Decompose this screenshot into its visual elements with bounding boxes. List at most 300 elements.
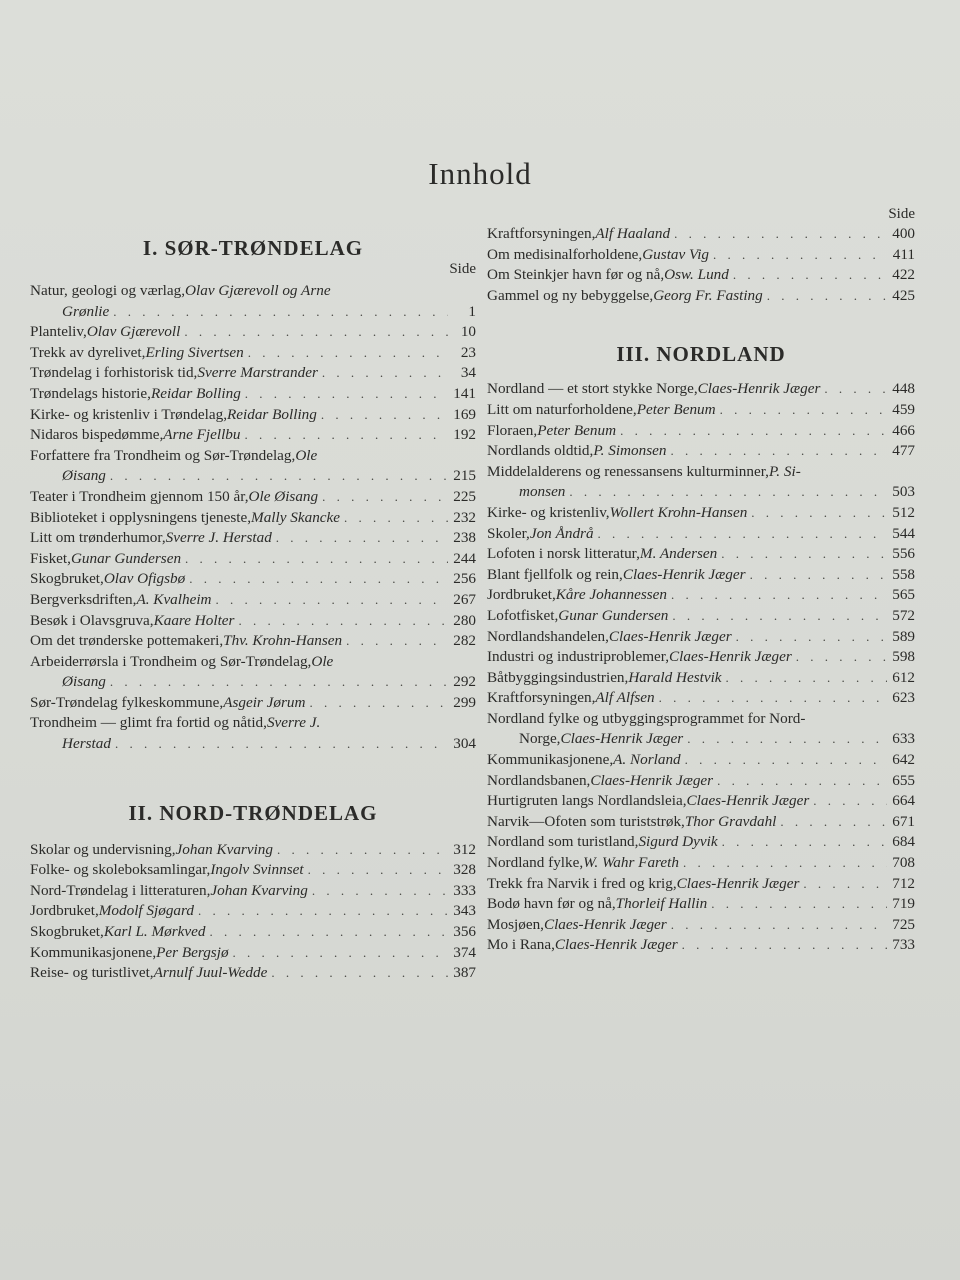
toc-entry-line <box>30 405 476 426</box>
leader-dots <box>671 585 887 606</box>
entry-author: Harald Hestvik <box>628 668 722 686</box>
entry-author: Ole Øisang <box>248 487 319 505</box>
entry-author: W. Wahr Fareth <box>583 854 679 872</box>
toc-entry <box>30 631 476 652</box>
entry-author: Kaare Holter <box>153 611 235 629</box>
toc-entry <box>487 441 915 462</box>
entry-page-number: 477 <box>892 442 915 460</box>
leader-dots <box>210 922 449 943</box>
toc-entry-line <box>487 379 915 400</box>
toc-entry <box>30 881 476 902</box>
toc-entry <box>30 963 476 984</box>
toc-entry <box>487 688 915 709</box>
entry-author: Claes-Henrik Jæger <box>590 771 714 789</box>
entry-page-number: 719 <box>892 895 915 913</box>
leader-dots <box>796 647 887 668</box>
entry-title: Hurtigruten langs Nordlandsleia, <box>487 792 687 810</box>
toc-entry-line <box>487 421 915 442</box>
entry-author: Alf Haaland <box>595 225 671 242</box>
toc-entry-line <box>487 709 915 730</box>
section-nord-trondelag <box>30 801 476 984</box>
section-heading: III. NORDLAND <box>616 342 786 367</box>
toc-entry-line <box>487 265 915 286</box>
entry-title: Nordlands oldtid, <box>487 442 594 460</box>
toc-entry <box>487 627 915 648</box>
entry-page-number: 374 <box>453 943 476 961</box>
toc-entry <box>30 652 476 693</box>
toc-entry-line <box>487 750 915 771</box>
entry-author: Thorleif Hallin <box>615 895 708 913</box>
toc-entry <box>30 549 476 570</box>
toc-entry <box>487 709 915 750</box>
entry-page-number: 598 <box>892 648 915 666</box>
toc-entry-line <box>30 425 476 446</box>
entry-page-number: 712 <box>892 874 915 892</box>
entry-author: Claes-Henrik Jæger <box>543 915 667 933</box>
side-label: Side <box>888 206 915 222</box>
toc-entry <box>487 524 915 545</box>
toc-entry-line <box>487 544 915 565</box>
leader-dots <box>248 343 448 364</box>
entry-author-cont: Øisang <box>62 673 106 691</box>
entry-author: Peter Benum <box>537 421 617 439</box>
entry-title: Lofoten i norsk litteratur, <box>487 545 640 563</box>
entry-title: Nordlandsbanen, <box>487 771 591 789</box>
leader-dots <box>322 363 448 384</box>
entry-page-number: 612 <box>892 668 915 686</box>
toc-entry-line <box>30 881 476 902</box>
entry-page-number: 448 <box>892 380 915 398</box>
leader-dots <box>717 771 887 792</box>
toc-entry <box>30 343 476 364</box>
leader-dots <box>110 672 448 693</box>
entry-title: Trøndelags historie, <box>30 384 151 402</box>
toc-entry <box>30 611 476 632</box>
entry-page-number: 411 <box>892 245 915 263</box>
leader-dots <box>184 322 448 343</box>
toc-entry-line <box>30 322 476 343</box>
entry-page-number: 328 <box>453 861 476 879</box>
toc-list <box>30 281 476 755</box>
entry-title: Trondheim — glimt fra fortid og nåtid, <box>30 714 267 732</box>
entry-page-number: 565 <box>892 586 915 604</box>
toc-list <box>30 840 476 984</box>
entry-author: Olav Ofigsbø <box>103 570 186 588</box>
entry-author: Sigurd Dyvik <box>638 833 718 851</box>
toc-entry-line <box>30 446 476 467</box>
entry-title: Skolar og undervisning, <box>30 840 176 858</box>
toc-entry-line <box>487 441 915 462</box>
leader-dots <box>803 874 887 895</box>
entry-author: Reidar Bolling <box>227 405 317 423</box>
leader-dots <box>277 840 448 861</box>
leader-dots <box>685 750 887 771</box>
entry-page-number: 1 <box>468 302 476 320</box>
toc-entry <box>487 750 915 771</box>
toc-entry <box>487 832 915 853</box>
entry-title: Om medisinalforholdene, <box>487 245 643 263</box>
leader-dots <box>670 441 887 462</box>
entry-author: P. Si- <box>768 462 801 480</box>
left-column <box>30 236 476 984</box>
toc-entry <box>30 384 476 405</box>
toc-entry <box>30 405 476 426</box>
entry-author: Peter Benum <box>636 400 716 418</box>
leader-dots <box>711 894 887 915</box>
entry-title: Folke- og skoleboksamlingar, <box>30 861 211 879</box>
entry-author: Karl L. Mørkved <box>103 923 206 941</box>
toc-entry <box>487 668 915 689</box>
entry-title: Kirke- og kristenliv i Trøndelag, <box>30 405 227 423</box>
entry-page-number: 671 <box>892 812 915 830</box>
entry-page-number: 333 <box>453 881 476 899</box>
entry-title: Fisket, <box>30 549 71 567</box>
toc-entry-line <box>487 812 915 833</box>
toc-entry-line <box>30 569 476 590</box>
leader-dots <box>726 668 887 689</box>
toc-list <box>487 224 915 306</box>
entry-author: M. Andersen <box>639 545 718 563</box>
entry-author: A. Kvalheim <box>136 590 212 608</box>
entry-author: Ingolv Svinnset <box>210 861 304 879</box>
entry-page-number: 466 <box>892 421 915 439</box>
entry-page-number: 642 <box>892 751 915 769</box>
entry-author: Thv. Krohn-Hansen <box>223 632 343 650</box>
toc-entry-line <box>30 549 476 570</box>
entry-page-number: 684 <box>892 833 915 851</box>
entry-page-number: 733 <box>892 936 915 954</box>
entry-author: Reidar Bolling <box>150 384 241 402</box>
entry-title: Litt om naturforholdene, <box>487 400 637 418</box>
entry-title: Trekk fra Narvik i fred og krig, <box>487 874 677 892</box>
entry-title: Teater i Trondheim gjennom 150 år, <box>30 487 249 505</box>
toc-entry <box>487 224 915 245</box>
toc-entry-line <box>30 384 476 405</box>
leader-dots <box>620 421 887 442</box>
entry-author: Arne Fjellbu <box>163 426 241 444</box>
toc-entry-line <box>487 791 915 812</box>
toc-entry <box>30 281 476 322</box>
section-nordland <box>487 342 915 956</box>
toc-entry <box>487 379 915 400</box>
entry-title: Båtbyggingsindustrien, <box>487 668 629 686</box>
entry-author: Mally Skancke <box>251 508 341 526</box>
toc-entry-line <box>30 652 476 673</box>
entry-author: Claes-Henrik Jæger <box>686 792 810 810</box>
entry-title: Trøndelag i forhistorisk tid, <box>30 364 198 382</box>
toc-entry <box>30 860 476 881</box>
entry-author: A. Norland <box>613 751 681 769</box>
toc-entry-line <box>30 943 476 964</box>
toc-entry <box>487 853 915 874</box>
toc-entry <box>487 874 915 895</box>
entry-title: Middelalderens og renessansens kulturminner, <box>487 462 769 480</box>
toc-entry-line <box>30 508 476 529</box>
entry-title: Nordland — et stort stykke Norge, <box>487 380 698 398</box>
entry-page-number: 664 <box>892 792 915 810</box>
entry-title: Nordland som turistland, <box>487 833 639 851</box>
entry-author: Ole <box>311 652 334 670</box>
entry-author-cont: Grønlie <box>62 302 110 320</box>
leader-dots <box>683 853 887 874</box>
toc-entry <box>487 771 915 792</box>
toc-entry <box>487 400 915 421</box>
toc-entry-line <box>487 245 915 266</box>
entry-title: Om det trønderske pottemakeri, <box>30 632 224 650</box>
entry-page-number: 192 <box>453 426 476 444</box>
toc-entry <box>487 935 915 956</box>
entry-author: Thor Gravdahl <box>684 812 777 830</box>
entry-author: Olav Gjærevoll og Arne <box>185 282 331 299</box>
entry-author: Claes-Henrik Jæger <box>608 627 732 645</box>
section-heading: II. NORD-TRØNDELAG <box>128 800 378 825</box>
entry-page-number: 312 <box>453 840 476 858</box>
entry-title: Blant fjellfolk og rein, <box>487 565 623 583</box>
toc-entry <box>487 462 915 503</box>
entry-page-number: 304 <box>453 735 476 753</box>
entry-page-number: 725 <box>892 915 915 933</box>
toc-entry <box>487 812 915 833</box>
entry-title: Kommunikasjonene, <box>30 943 157 961</box>
leader-dots <box>682 935 887 956</box>
toc-entry-line <box>487 286 915 307</box>
leader-dots <box>672 606 887 627</box>
section-heading: I. SØR-TRØNDELAG <box>142 236 364 260</box>
entry-author: Claes-Henrik Jæger <box>676 874 800 892</box>
toc-entry-line <box>30 528 476 549</box>
entry-title: Gammel og ny bebyggelse, <box>487 286 654 304</box>
entry-page-number: 589 <box>892 627 915 645</box>
entry-title: Om Steinkjer havn før og nå, <box>487 266 665 284</box>
leader-dots <box>238 611 448 632</box>
toc-entry-line <box>30 693 476 714</box>
entry-title: Skogbruket, <box>30 923 104 941</box>
entry-page-number: 280 <box>453 611 476 629</box>
toc-entry-line <box>487 832 915 853</box>
toc-entry-line <box>30 487 476 508</box>
entry-title: Arbeiderrørsla i Trondheim og Sør-Trøndelag, <box>30 652 312 670</box>
entry-title: Forfattere fra Trondheim og Sør-Trøndelag, <box>30 446 296 464</box>
toc-entry-line <box>487 482 915 503</box>
toc-entry-line <box>30 713 476 734</box>
leader-dots <box>110 466 448 487</box>
entry-title: Kommunikasjonene, <box>487 751 614 769</box>
leader-dots <box>687 729 887 750</box>
section-sor-trondelag <box>30 236 476 755</box>
toc-entry <box>487 791 915 812</box>
entry-author: Georg Fr. Fasting <box>653 286 763 304</box>
entry-page-number: 556 <box>892 545 915 563</box>
leader-dots <box>113 302 448 323</box>
toc-entry-line <box>487 647 915 668</box>
leader-dots <box>115 734 448 755</box>
entry-page-number: 23 <box>460 343 476 361</box>
entry-author: Sverre Marstrander <box>197 364 318 382</box>
entry-author: Arnulf Juul-Wedde <box>153 964 268 982</box>
entry-author: Claes-Henrik Jæger <box>669 648 792 666</box>
entry-author: Alf Alfsen <box>595 689 655 707</box>
leader-dots <box>767 286 887 307</box>
toc-entry-line <box>487 729 915 750</box>
toc-entry <box>487 606 915 627</box>
entry-page-number: 503 <box>892 483 915 501</box>
entry-page-number: 544 <box>892 524 915 542</box>
toc-entry <box>30 943 476 964</box>
leader-dots <box>720 400 887 421</box>
toc-entry-line <box>487 627 915 648</box>
toc-entry-line <box>487 894 915 915</box>
entry-title: Nord-Trøndelag i litteraturen, <box>30 881 211 899</box>
entry-title: Skogbruket, <box>30 570 104 588</box>
toc-entry <box>30 713 476 754</box>
toc-entry-line <box>487 400 915 421</box>
leader-dots <box>659 688 887 709</box>
toc-entry <box>487 915 915 936</box>
entry-title: Planteliv, <box>30 323 87 341</box>
entry-page-number: 232 <box>453 508 476 526</box>
toc-entry <box>487 245 915 266</box>
leader-dots <box>750 565 887 586</box>
entry-title: Nidaros bispedømme, <box>30 426 164 444</box>
entry-title: Biblioteket i opplysningens tjeneste, <box>30 508 252 526</box>
toc-entry <box>30 693 476 714</box>
entry-title: Natur, geologi og værlag, <box>30 282 186 299</box>
leader-dots <box>216 590 448 611</box>
toc-entry <box>487 565 915 586</box>
entry-page-number: 244 <box>453 549 476 567</box>
leader-dots <box>722 832 887 853</box>
toc-entry <box>487 647 915 668</box>
toc-entry-line <box>30 631 476 652</box>
toc-entry-line <box>487 585 915 606</box>
toc-entry <box>30 569 476 590</box>
entry-page-number: 633 <box>892 730 915 748</box>
entry-author-cont: Herstad <box>62 735 111 753</box>
entry-author: Ole <box>295 446 318 464</box>
entry-title: Mosjøen, <box>487 915 544 933</box>
toc-entry <box>487 544 915 565</box>
entry-author: Olav Gjærevoll <box>86 323 181 341</box>
entry-title: Nordlandshandelen, <box>487 627 609 645</box>
entry-page-number: 238 <box>453 529 476 547</box>
entry-title: Narvik—Ofoten som turiststrøk, <box>487 812 685 830</box>
entry-author: Gunar Gundersen <box>70 549 182 567</box>
entry-title: Lofotfisket, <box>487 606 559 624</box>
entry-page-number: 215 <box>453 467 476 485</box>
entry-title: Bergverksdriften, <box>30 590 137 608</box>
toc-entry-line <box>30 281 476 302</box>
entry-page-number: 425 <box>892 286 915 304</box>
toc-entry-line <box>487 915 915 936</box>
entry-title: Mo i Rana, <box>487 936 555 954</box>
entry-author: Per Bergsjø <box>156 943 229 961</box>
entry-page-number: 34 <box>460 364 476 382</box>
entry-title: Nordland fylke og utbyggingsprogrammet for Nord- <box>487 709 806 727</box>
entry-author: Claes-Henrik Jæger <box>622 565 746 583</box>
toc-entry-line <box>30 901 476 922</box>
entry-author: Gustav Vig <box>642 245 710 263</box>
entry-author: Modolf Sjøgard <box>98 902 194 920</box>
toc-entry <box>487 585 915 606</box>
toc-entry-line <box>30 302 476 323</box>
entry-title: Nordland fylke, <box>487 854 584 872</box>
leader-dots <box>312 881 448 902</box>
toc-entry <box>30 322 476 343</box>
entry-title: Trekk av dyrelivet, <box>30 343 146 361</box>
toc-entry-line <box>487 688 915 709</box>
side-label: Side <box>449 261 476 277</box>
entry-author: Osw. Lund <box>664 266 729 284</box>
entry-title: Floraen, <box>487 421 538 439</box>
entry-author: P. Simonsen <box>593 442 667 460</box>
leader-dots <box>308 860 448 881</box>
section-nord-trondelag-cont <box>487 224 915 306</box>
entry-author: Jon Åndrå <box>529 524 594 542</box>
leader-dots <box>733 265 887 286</box>
toc-entry-line <box>487 771 915 792</box>
leader-dots <box>598 524 887 545</box>
leader-dots <box>344 508 448 529</box>
toc-entry-line <box>487 565 915 586</box>
entry-page-number: 267 <box>453 590 476 608</box>
toc-entry <box>487 286 915 307</box>
toc-entry <box>30 590 476 611</box>
entry-title: Litt om trønderhumor, <box>30 529 166 547</box>
entry-title-cont: Norge, <box>519 730 561 748</box>
leader-dots <box>309 693 448 714</box>
entry-title: Jordbruket, <box>30 902 99 920</box>
toc-entry-line <box>30 363 476 384</box>
entry-page-number: 422 <box>892 266 915 284</box>
leader-dots <box>780 812 887 833</box>
entry-author-cont: Claes-Henrik Jæger <box>560 730 684 748</box>
leader-dots <box>751 503 887 524</box>
toc-entry-line <box>487 874 915 895</box>
entry-author: Wollert Krohn-Hansen <box>609 503 748 521</box>
entry-author: Kåre Johannessen <box>555 586 667 604</box>
toc-entry <box>30 901 476 922</box>
entry-page-number: 387 <box>453 964 476 982</box>
leader-dots <box>346 631 448 652</box>
toc-entry-line <box>30 734 476 755</box>
toc-entry-line <box>30 963 476 984</box>
leader-dots <box>671 915 887 936</box>
toc-entry-line <box>487 462 915 483</box>
right-column <box>487 206 915 956</box>
toc-entry-line <box>30 343 476 364</box>
entry-page-number: 655 <box>892 771 915 789</box>
entry-title: Besøk i Olavsgruva, <box>30 611 154 629</box>
toc-entry-line <box>487 853 915 874</box>
toc-entry-line <box>487 524 915 545</box>
entry-page-number: 459 <box>892 400 915 418</box>
entry-page-number: 282 <box>453 632 476 650</box>
entry-title: Kraftforsyningen, <box>487 689 596 707</box>
entry-page-number: 356 <box>453 923 476 941</box>
entry-title: Industri og industriproblemer, <box>487 648 670 666</box>
toc-entry <box>487 421 915 442</box>
toc-entry <box>30 508 476 529</box>
toc-entry <box>30 922 476 943</box>
entry-author-cont: Øisang <box>62 467 106 485</box>
toc-entry-line <box>487 224 915 245</box>
leader-dots <box>185 549 448 570</box>
entry-author: Johan Kvarving <box>210 881 308 899</box>
toc-entry <box>30 528 476 549</box>
leader-dots <box>322 487 448 508</box>
toc-entry <box>487 894 915 915</box>
toc-list <box>487 379 915 956</box>
